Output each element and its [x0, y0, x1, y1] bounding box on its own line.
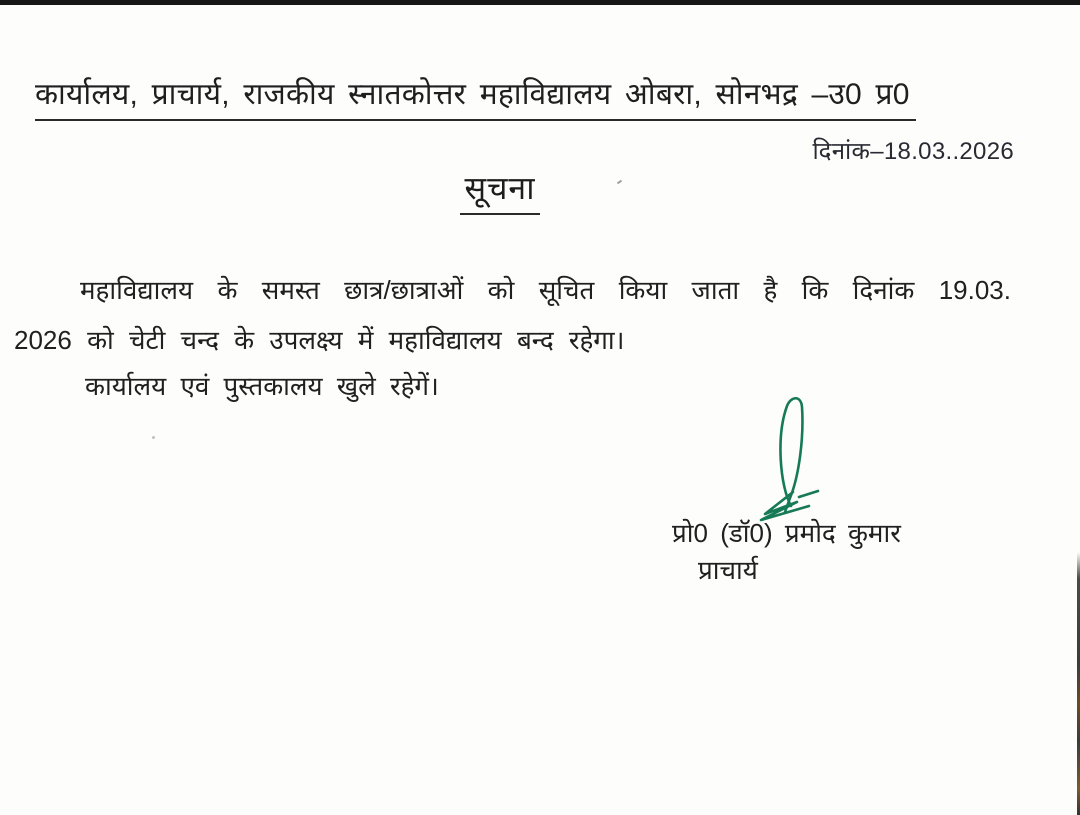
signatory-name: प्रो0 (डॉ0) प्रमोद कुमार	[672, 518, 901, 548]
notice-title: सूचना	[460, 166, 539, 215]
body-line-3: कार्यालय एवं पुस्तकालय खुले रहेगें।	[85, 371, 439, 401]
body-line-1: महाविद्यालय के समस्त छात्र/छात्राओं को सूचित किया जाता है कि दिनांक 19.03.	[80, 275, 1011, 305]
scan-artifact-top-bar	[0, 0, 1080, 5]
signatory-designation: प्राचार्य	[698, 555, 758, 585]
signature-ink-stroke	[752, 394, 848, 526]
body-line-2: 2026 को चेटी चन्द के उपलक्ष्य में महाविद्यालय बन्द रहेगा।	[14, 325, 625, 355]
date-line: दिनांक–18.03..2026	[812, 138, 1014, 165]
scan-speck	[152, 436, 155, 439]
notice-title-wrap	[305, 166, 695, 215]
office-header-line: कार्यालय, प्राचार्य, राजकीय स्नातकोत्तर महाविद्यालय ओबरा, सोनभद्र –उ0 प्र0	[35, 76, 916, 121]
